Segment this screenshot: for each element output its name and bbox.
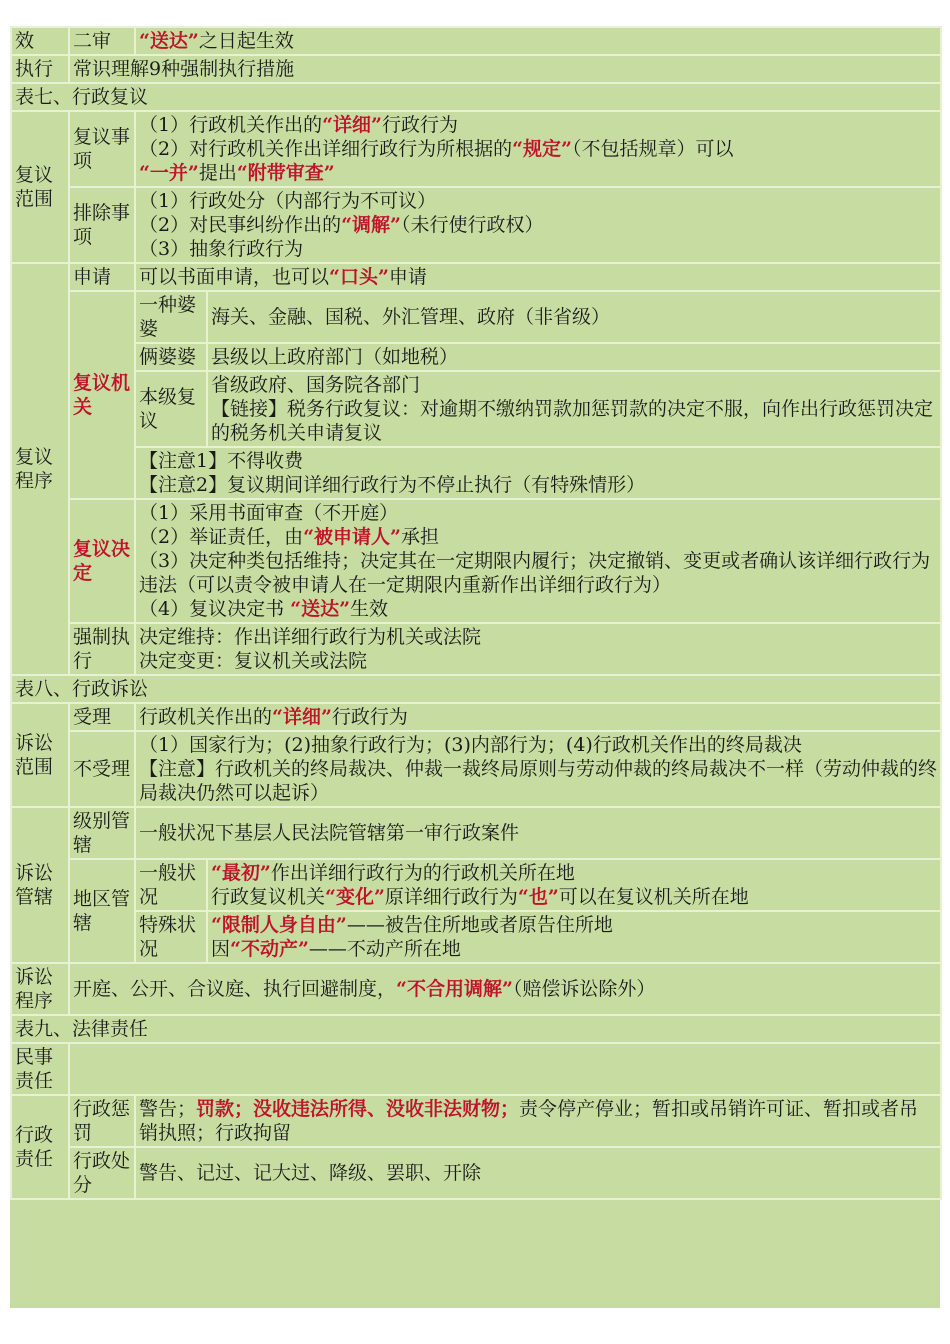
table-row (11, 623, 941, 675)
row-content: “限制人身自由”——被告住所地或者原告住所地 因“不动产”——不动产所在地 (207, 911, 941, 963)
row-content: 常识理解9种强制执行措施 (69, 55, 941, 83)
section-title-row (11, 83, 941, 111)
row-sublabel: 行政惩罚 (69, 1095, 135, 1147)
keyword: “送达” (139, 30, 199, 52)
row-label: 复议范围 (11, 111, 69, 263)
table-row (11, 1043, 941, 1095)
row-label: 诉讼管辖 (11, 807, 69, 963)
row-sublabel: 复议事项 (69, 111, 135, 187)
row-content: （1）采用书面审查（不开庭） （2）举证责任，由“被申请人”承担 （3）决定种类包括维持；决定其在一定期限内履行；决定撤销、变更或者确认该详细行政行为违法（可以责令被申请人在一定期限内重新作出详细行政行为） （4）复议决定书 “送达”生效 (135, 499, 941, 623)
table-row (11, 27, 941, 55)
row-content: 省级政府、国务院各部门 【链接】税务行政复议：对逾期不缴纳罚款加惩罚款的决定不服，向作出行政惩罚决定的税务机关申请复议 (207, 371, 941, 447)
row-content: 【注意1】不得收费 【注意2】复议期间详细行政行为不停止执行（有特殊情形） (135, 447, 941, 499)
row-content: 一般状况下基层人民法院管辖第一审行政案件 (135, 807, 941, 859)
section-title: 表七、行政复议 (11, 83, 941, 111)
row-sublabel: 行政处分 (69, 1147, 135, 1199)
table-row (11, 343, 941, 371)
row-sublabel: 强制执行 (69, 623, 135, 675)
law-table (10, 26, 942, 1200)
row-sublabel: 俩婆婆 (135, 343, 207, 371)
row-label: 执行 (11, 55, 69, 83)
row-label: 民事责任 (11, 1043, 69, 1095)
row-sublabel: 复议机关 (69, 291, 135, 499)
row-label: 效 (11, 27, 69, 55)
row-sublabel: 一般状况 (135, 859, 207, 911)
table-row (11, 499, 941, 623)
row-content: 决定维持：作出详细行政行为机关或法院 决定变更：复议机关或法院 (135, 623, 941, 675)
table-row (11, 1095, 941, 1147)
row-content: 开庭、公开、合议庭、执行回避制度，“不合用调解”（赔偿诉讼除外） (69, 963, 941, 1015)
row-content-empty (69, 1043, 941, 1095)
table-row (11, 859, 941, 911)
table-row (11, 111, 941, 187)
row-content: 警告；罚款；没收违法所得、没收非法财物；责令停产停业；暂扣或吊销许可证、暂扣或者吊销执照；行政拘留 (135, 1095, 941, 1147)
row-label: 诉讼程序 (11, 963, 69, 1015)
row-label: 复议程序 (11, 263, 69, 675)
table-row (11, 291, 941, 343)
row-content: 警告、记过、记大过、降级、罢职、开除 (135, 1147, 941, 1199)
section-title-row (11, 675, 941, 703)
row-label: 行政责任 (11, 1095, 69, 1199)
table-row (11, 371, 941, 447)
table-row (11, 187, 941, 263)
row-sublabel: 排除事项 (69, 187, 135, 263)
row-sublabel: 一种婆婆 (135, 291, 207, 343)
table-row (11, 1147, 941, 1199)
row-sublabel: 不受理 (69, 731, 135, 807)
row-sublabel: 受理 (69, 703, 135, 731)
table-row (11, 703, 941, 731)
row-sublabel: 地区管辖 (69, 859, 135, 963)
row-content: 可以书面申请，也可以“口头”申请 (135, 263, 941, 291)
table-row (11, 263, 941, 291)
table-row (11, 731, 941, 807)
row-content: 县级以上政府部门（如地税） (207, 343, 941, 371)
row-content: 行政机关作出的“详细”行政行为 (135, 703, 941, 731)
table-row (11, 55, 941, 83)
row-content: （1）国家行为；(2)抽象行政行为；(3)内部行为；(4)行政机关作出的终局裁决 【注意】行政机关的终局裁决、仲裁一裁终局原则与劳动仲裁的终局裁决不一样（劳动仲裁的终局裁决仍然可以起诉） (135, 731, 941, 807)
row-sublabel: 本级复议 (135, 371, 207, 447)
section-title-row (11, 1015, 941, 1043)
row-content: “最初”作出详细行政行为的行政机关所在地 行政复议机关“变化”原详细行政行为“也”可以在复议机关所在地 (207, 859, 941, 911)
row-content: “送达”之日起生效 (135, 27, 941, 55)
row-content: （1）行政处分（内部行为不可议） （2）对民事纠纷作出的“调解”（未行使行政权） （3）抽象行政行为 (135, 187, 941, 263)
table-row (11, 447, 941, 499)
row-sublabel: 申请 (69, 263, 135, 291)
row-sublabel: 二审 (69, 27, 135, 55)
section-title: 表九、法律责任 (11, 1015, 941, 1043)
row-sublabel: 级别管辖 (69, 807, 135, 859)
table-row (11, 963, 941, 1015)
row-sublabel: 特殊状况 (135, 911, 207, 963)
table-row (11, 807, 941, 859)
row-sublabel: 复议决定 (69, 499, 135, 623)
row-content: （1）行政机关作出的“详细”行政行为 （2）对行政机关作出详细行政行为所根据的“规定”（不包括规章）可以 “一并”提出“附带审查” (135, 111, 941, 187)
row-content: 海关、金融、国税、外汇管理、政府（非省级） (207, 291, 941, 343)
table-row (11, 911, 941, 963)
section-title: 表八、行政诉讼 (11, 675, 941, 703)
row-label: 诉讼范围 (11, 703, 69, 807)
document-page (10, 26, 940, 1308)
